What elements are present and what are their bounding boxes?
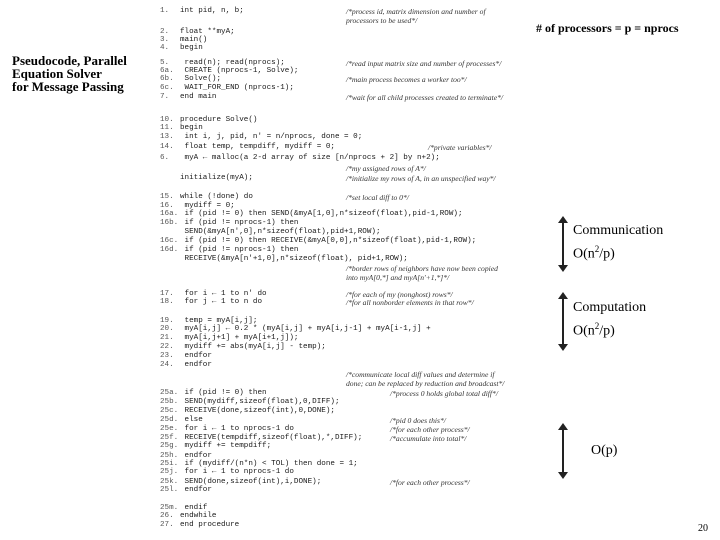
code-line-number: 23. [160, 352, 174, 360]
code-line-text: for i ← 1 to n' do [180, 290, 267, 298]
communication-range-arrow [562, 218, 564, 270]
code-comment: /*accumulate into total*/ [390, 434, 467, 443]
code-line-text: while (!done) do [180, 193, 253, 201]
code-line-number: 25k. [160, 478, 179, 486]
code-line-number: 24. [160, 361, 174, 369]
code-line-text: RECEIVE(done,sizeof(int),0,DONE); [180, 407, 335, 415]
code-comment: /*my assigned rows of A*/ [346, 164, 426, 173]
code-line [160, 237, 476, 246]
code-line-number: 1. [160, 7, 170, 15]
code-line [160, 193, 253, 202]
code-line-number: 16b. [160, 219, 179, 227]
code-comment: /*main process becomes a worker too*/ [346, 75, 467, 84]
code-line [160, 246, 298, 255]
code-comment: /*for all nonborder elements in that row*/ [346, 298, 474, 307]
code-line-number: 27. [160, 521, 174, 529]
code-line [160, 164, 180, 173]
code-line [160, 210, 463, 219]
computation-label: Computation [573, 300, 647, 315]
reduction-complexity: O(p) [591, 443, 618, 458]
code-line-number: 25d. [160, 416, 179, 424]
code-line-text: temp = myA[i,j]; [180, 317, 258, 325]
code-line-text: float **myA; [180, 28, 235, 36]
code-line-text: if (pid != 0) then SEND(&myA[1,0],n*sizeof(float),pid-1,ROW); [180, 210, 463, 218]
code-line-text: endfor [180, 486, 212, 494]
code-line [160, 416, 203, 425]
reduction-range-arrow [562, 425, 564, 477]
code-line [160, 486, 212, 495]
code-line-number: 5. [160, 59, 170, 67]
code-line [160, 398, 340, 407]
code-line-text: end procedure [180, 521, 240, 529]
code-line-text: else [180, 416, 203, 424]
code-line-number: 22. [160, 343, 174, 351]
code-line-number: 11. [160, 124, 174, 132]
code-line-text: begin [180, 44, 203, 52]
code-line [160, 325, 431, 334]
code-line-number: 10. [160, 116, 174, 124]
code-line-number: 16. [160, 202, 174, 210]
code-line-number: 18. [160, 298, 174, 306]
code-comment: /*private variables*/ [428, 143, 492, 152]
code-line-text: if (pid != 0) then [180, 389, 267, 397]
code-line-text: float temp, tempdiff, mydiff = 0; [180, 143, 335, 151]
code-line-number: 25h. [160, 452, 179, 460]
code-line-number: 25m. [160, 504, 179, 512]
code-line [160, 352, 212, 361]
code-line-text: endfor [180, 352, 212, 360]
code-line-text: if (pid != 0) then RECEIVE(&myA[0,0],n*sizeof(float),pid-1,ROW); [180, 237, 477, 245]
code-line-number: 16a. [160, 210, 179, 218]
code-line-text: mydiff += tempdiff; [180, 442, 272, 450]
code-line [160, 7, 244, 16]
code-line-text: endif [180, 504, 208, 512]
code-comment: /*set local diff to 0*/ [346, 193, 409, 202]
code-line-text: for i ← 1 to nprocs-1 do [180, 425, 294, 433]
code-line [160, 407, 335, 416]
code-line-number: 3. [160, 36, 170, 44]
code-line [160, 133, 362, 142]
communication-complexity [573, 222, 663, 264]
processor-count-label: # of processors = p = nprocs [536, 21, 679, 35]
code-line [160, 93, 216, 102]
title-line-2: Equation Solver [12, 66, 102, 81]
code-comment: into myA[0,*] and myA[n'+1,*]*/ [346, 273, 450, 282]
page-number: 20 [698, 523, 708, 534]
code-line-text: endfor [180, 361, 212, 369]
code-line-text: mydiff += abs(myA[i,j] - temp); [180, 343, 326, 351]
code-line-text: endwhile [180, 512, 217, 520]
code-line-number: 2. [160, 28, 170, 36]
code-line-number: 6. [160, 154, 170, 162]
code-line-text: myA[i,j] ← 0.2 * (myA[i,j] + myA[i,j-1] + myA[i-1,j] + [180, 325, 431, 333]
code-line-text: Solve(); [180, 75, 222, 83]
code-comment: /*process id, matrix dimension and number of [346, 7, 486, 16]
code-line [160, 361, 212, 370]
code-line-text: int pid, n, b; [180, 7, 244, 15]
code-line-number: 25c. [160, 407, 179, 415]
code-line-number: 6b. [160, 75, 174, 83]
title-line-3: for Message Passing [12, 79, 124, 94]
code-line-number: 25b. [160, 398, 179, 406]
code-line [160, 442, 271, 451]
code-line-text: for i ← 1 to nprocs-1 do [180, 468, 294, 476]
code-line-number: 14. [160, 143, 174, 151]
code-line-number: 19. [160, 317, 174, 325]
code-line-number: 7. [160, 93, 170, 101]
code-comment: /*initialize my rows of A, in an unspecified way*/ [346, 174, 496, 183]
code-line-number: 25g. [160, 442, 179, 450]
code-line-number: 15. [160, 193, 174, 201]
code-line-text: begin [180, 124, 203, 132]
code-line-text: CREATE (nprocs-1, Solve); [180, 67, 299, 75]
code-comment: /*for each of my (nonghost) rows*/ [346, 290, 453, 299]
computation-order: $O(n^2/p)$ [573, 321, 615, 339]
code-line-number: 4. [160, 44, 170, 52]
code-line-number: 25f. [160, 434, 179, 442]
code-line-text: SEND(&myA[n',0],n*sizeof(float),pid+1,ROW); [180, 228, 381, 236]
code-line [160, 75, 221, 84]
code-comment: /*read input matrix size and number of processes*/ [346, 59, 502, 68]
title-line-1: Pseudocode, Parallel [12, 53, 127, 68]
code-line [160, 255, 408, 264]
code-comment: processors to be used*/ [346, 16, 418, 25]
code-comment: /*for each other process*/ [390, 478, 470, 487]
code-line-text: if (pid != nprocs-1) then [180, 219, 299, 227]
code-comment: done; can be replaced by reduction and broadcast*/ [346, 379, 505, 388]
code-line [160, 124, 203, 133]
code-line-number: 16c. [160, 237, 179, 245]
code-line-number: 25i. [160, 460, 179, 468]
code-line [160, 343, 326, 352]
code-line-text: mydiff = 0; [180, 202, 235, 210]
code-line-text: int i, j, pid, n' = n/nprocs, done = 0; [180, 133, 363, 141]
code-line [160, 468, 294, 477]
pseudocode-listing [160, 4, 550, 540]
code-line-text: read(n); read(nprocs); [180, 59, 285, 67]
code-line-number: 17. [160, 290, 174, 298]
code-line-number: 26. [160, 512, 174, 520]
code-comment: /*for each other process*/ [390, 425, 470, 434]
computation-complexity [573, 299, 646, 341]
code-line [160, 143, 335, 152]
code-line-number: 13. [160, 133, 174, 141]
code-line [160, 228, 381, 237]
code-line-number: 16d. [160, 246, 179, 254]
code-comment: /*pid 0 does this*/ [390, 416, 446, 425]
code-line [160, 174, 253, 183]
code-line-text: RECEIVE(&myA[n'+1,0],n*sizeof(float), pid+1,ROW); [180, 255, 408, 263]
code-line-text: if (pid != nprocs-1) then [180, 246, 299, 254]
code-line-text: RECEIVE(tempdiff,sizeof(float),*,DIFF); [180, 434, 363, 442]
code-line-text: main() [180, 36, 208, 44]
communication-order: $O(n^2/p)$ [573, 244, 615, 262]
code-line-text: myA[i,j+1] + myA[i+1,j]); [180, 334, 299, 342]
code-line-number: 21. [160, 334, 174, 342]
code-line-number: 20. [160, 325, 174, 333]
code-comment: /*process 0 holds global total diff*/ [390, 389, 498, 398]
code-line-text: end main [180, 93, 217, 101]
code-line-text: SEND(mydiff,sizeof(float),0,DIFF); [180, 398, 340, 406]
code-line-number: 25l. [160, 486, 179, 494]
code-line-text: procedure Solve() [180, 116, 258, 124]
code-line-text: if (mydiff/(n*n) < TOL) then done = 1; [180, 460, 358, 468]
code-line-text: myA ← malloc(a 2-d array of size [n/nprocs + 2] by n+2); [180, 154, 440, 162]
code-line-number: 25a. [160, 389, 179, 397]
code-line [160, 512, 216, 521]
code-line [160, 154, 440, 163]
code-line [160, 84, 294, 93]
code-line-text: for j ← 1 to n do [180, 298, 263, 306]
code-line [160, 298, 262, 307]
code-line [160, 334, 298, 343]
code-line [160, 389, 267, 398]
code-line-number: 25e. [160, 425, 179, 433]
code-line-text: WAIT_FOR_END (nprocs-1); [180, 84, 294, 92]
code-line-number: 25j. [160, 468, 179, 476]
code-line [160, 425, 294, 434]
code-comment: /*communicate local diff values and determine if [346, 370, 495, 379]
computation-range-arrow [562, 294, 564, 349]
code-comment: /*border rows of neighbors have now been copied [346, 264, 498, 273]
slide-title [12, 54, 152, 93]
code-line-number: 6a. [160, 67, 174, 75]
communication-label: Communication [573, 223, 664, 238]
code-line [160, 219, 298, 228]
code-line [160, 44, 203, 53]
code-line-number: 6c. [160, 84, 174, 92]
code-line [160, 521, 239, 530]
code-comment: /*wait for all child processes created to terminate*/ [346, 93, 503, 102]
code-line-text: SEND(done,sizeof(int),i,DONE); [180, 478, 322, 486]
code-line-text: endfor [180, 452, 212, 460]
code-line-text: initialize(myA); [180, 174, 253, 182]
